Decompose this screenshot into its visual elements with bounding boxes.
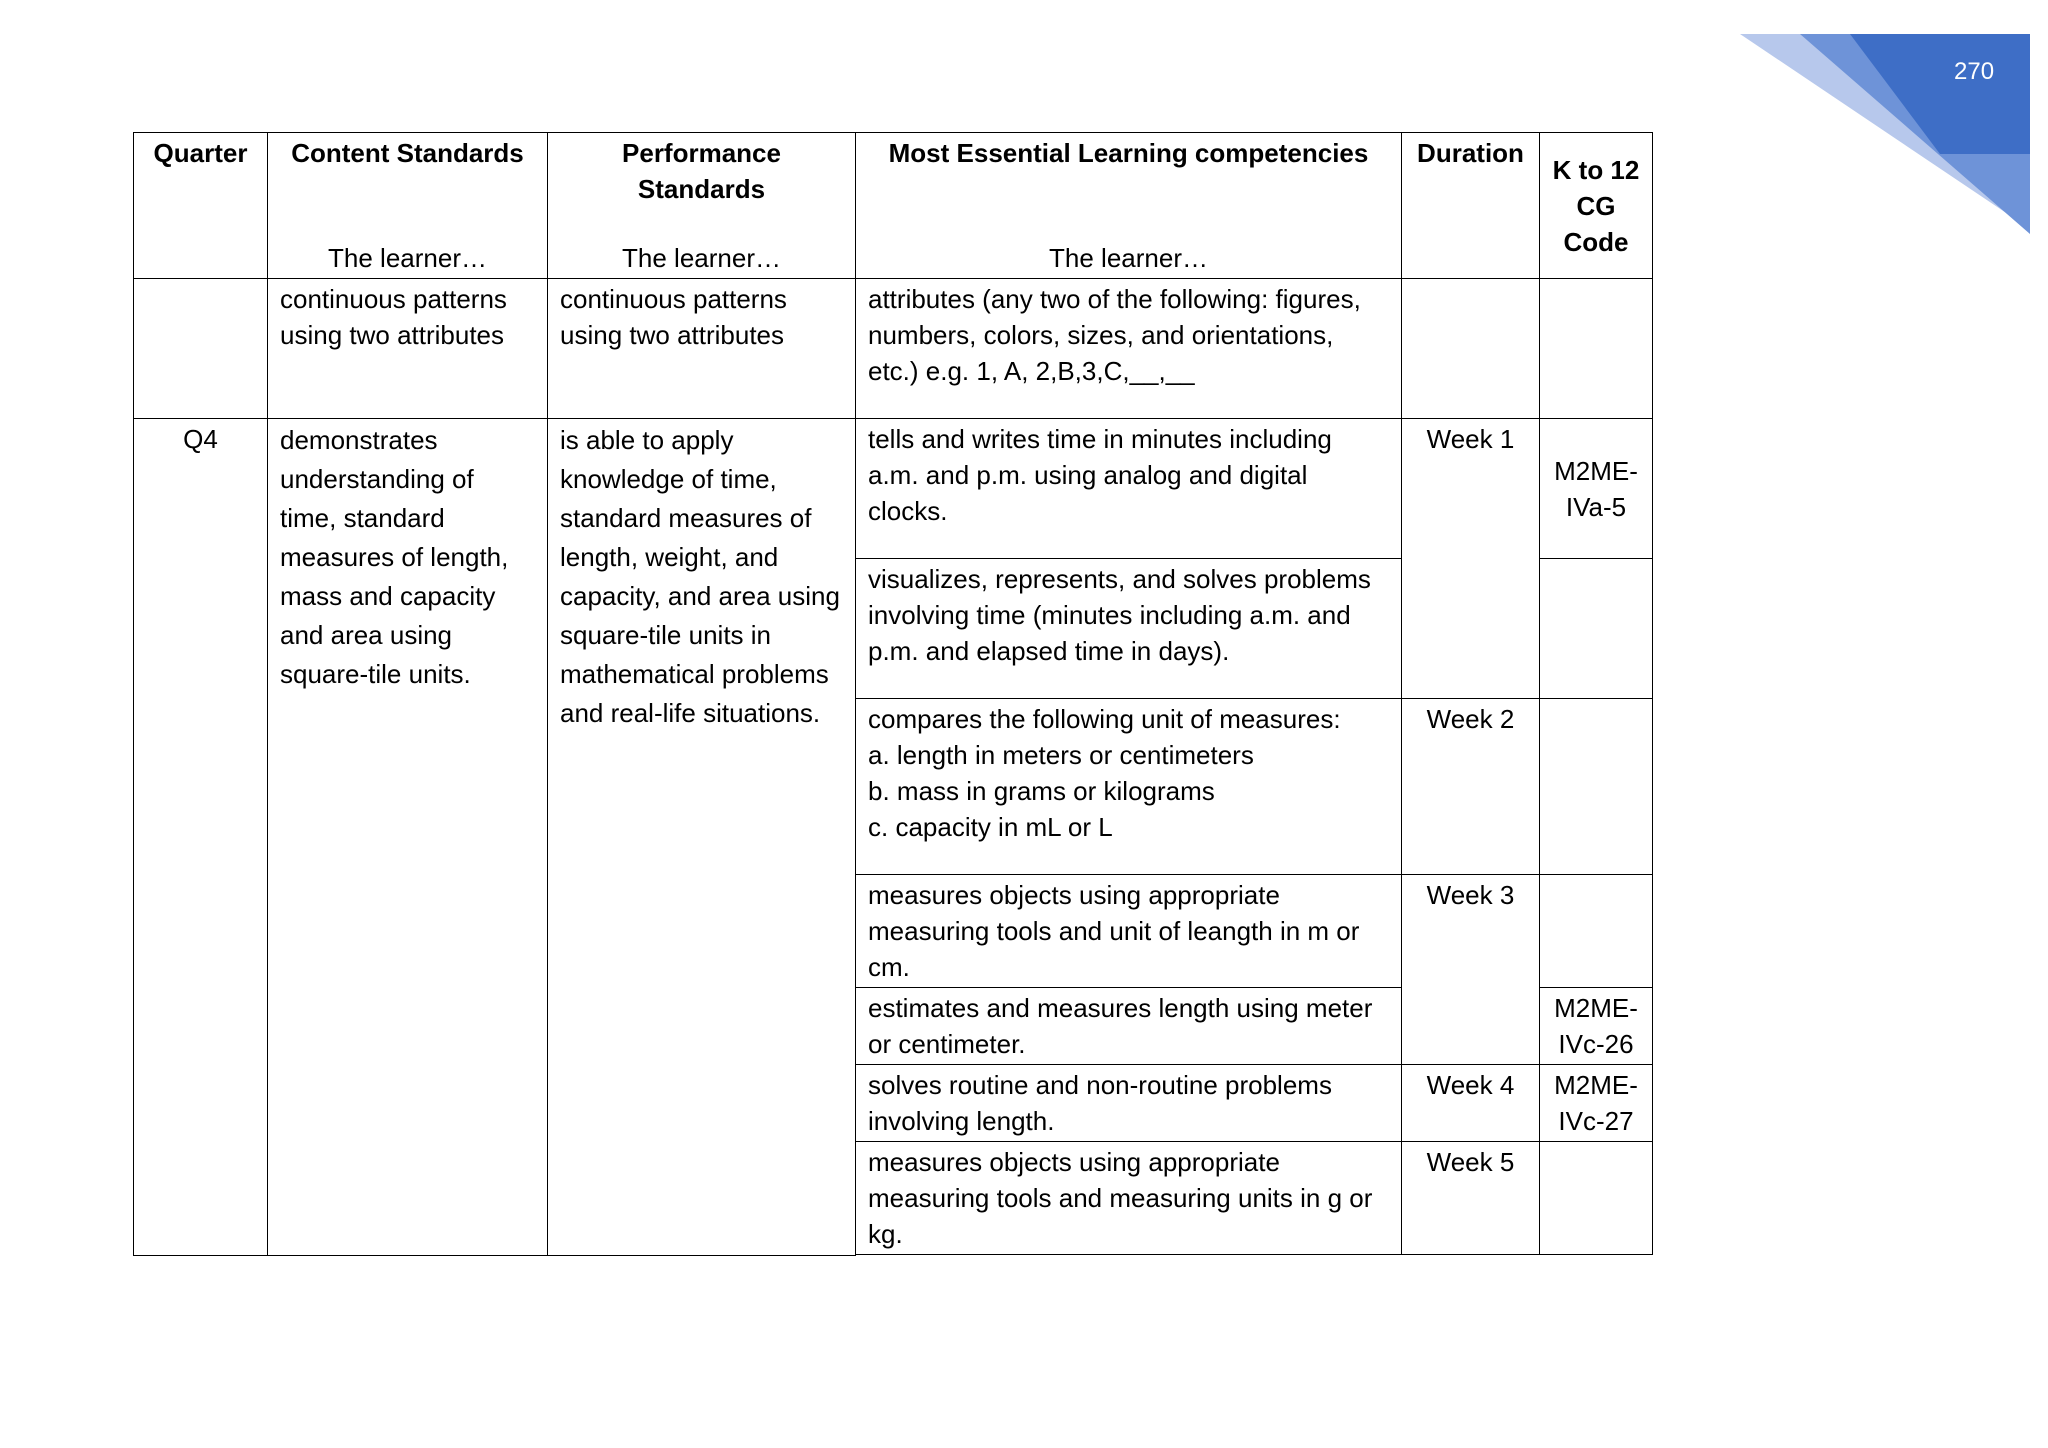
melc-3-line-4: c. capacity in mL or L [868, 812, 1113, 842]
header-learner-1: The learner… [328, 243, 487, 273]
melc-cell-2: visualizes, represents, and solves problems involving time (minutes including a.m. and p.m. and elapsed time in days). [856, 559, 1402, 699]
code-cell-1: M2ME-IVa-5 [1540, 419, 1653, 559]
cont-code-cell [1540, 279, 1653, 419]
header-duration: Duration [1402, 133, 1540, 279]
melc-cell-4: measures objects using appropriate measuring tools and unit of leangth in m or cm. [856, 875, 1402, 988]
header-learner-2: The learner… [622, 243, 781, 273]
q4-quarter-cell: Q4 [134, 419, 268, 1256]
melc-cell-1: tells and writes time in minutes including a.m. and p.m. using analog and digital clocks. [856, 419, 1402, 559]
header-content-standards: Content Standards The learner… [268, 133, 548, 279]
cont-melc-cell: attributes (any two of the following: figures, numbers, colors, sizes, and orientations, etc.) e.g. 1, A, 2,B,3,C,__,__ [856, 279, 1402, 419]
header-row [134, 133, 1653, 279]
q4-performance-cell: is able to apply knowledge of time, standard measures of length, weight, and capacity, and area using square-tile units in mathematical problems and real-life situations. [548, 419, 856, 1256]
duration-week-1: Week 1 [1402, 419, 1540, 699]
melc-3-line-2: a. length in meters or centimeters [868, 740, 1254, 770]
melc-cell-7: measures objects using appropriate measuring tools and measuring units in g or kg. [856, 1142, 1402, 1255]
code-cell-5: M2ME-IVc-26 [1540, 988, 1653, 1065]
page-number: 270 [1954, 58, 1995, 85]
duration-week-2: Week 2 [1402, 699, 1540, 875]
header-melc: Most Essential Learning competencies The learner… [856, 133, 1402, 279]
code-cell-3 [1540, 699, 1653, 875]
melc-3-line-3: b. mass in grams or kilograms [868, 776, 1215, 806]
duration-week-3: Week 3 [1402, 875, 1540, 1065]
header-performance-standards: Performance Standards The learner… [548, 133, 856, 279]
code-cell-4 [1540, 875, 1653, 988]
duration-week-5: Week 5 [1402, 1142, 1540, 1255]
header-code: K to 12 CG Code [1540, 133, 1653, 279]
code-cell-7 [1540, 1142, 1653, 1255]
header-learner-3: The learner… [1049, 243, 1208, 273]
continuation-row [134, 279, 1653, 419]
melc-cell-3 [856, 699, 1402, 875]
melc-3-line-1: compares the following unit of measures: [868, 704, 1341, 734]
code-cell-2 [1540, 559, 1653, 699]
q4-row-1 [134, 419, 1653, 559]
melc-cell-6: solves routine and non-routine problems involving length. [856, 1065, 1402, 1142]
cont-duration-cell [1402, 279, 1540, 419]
header-quarter: Quarter [134, 133, 268, 279]
cont-quarter-cell [134, 279, 268, 419]
duration-week-4: Week 4 [1402, 1065, 1540, 1142]
melc-cell-5: estimates and measures length using meter or centimeter. [856, 988, 1402, 1065]
q4-content-cell: demonstrates understanding of time, standard measures of length, mass and capacity and area using square-tile units. [268, 419, 548, 1256]
curriculum-table [133, 132, 1653, 1256]
code-cell-6: M2ME-IVc-27 [1540, 1065, 1653, 1142]
cont-content-cell: continuous patterns using two attributes [268, 279, 548, 419]
cont-performance-cell: continuous patterns using two attributes [548, 279, 856, 419]
